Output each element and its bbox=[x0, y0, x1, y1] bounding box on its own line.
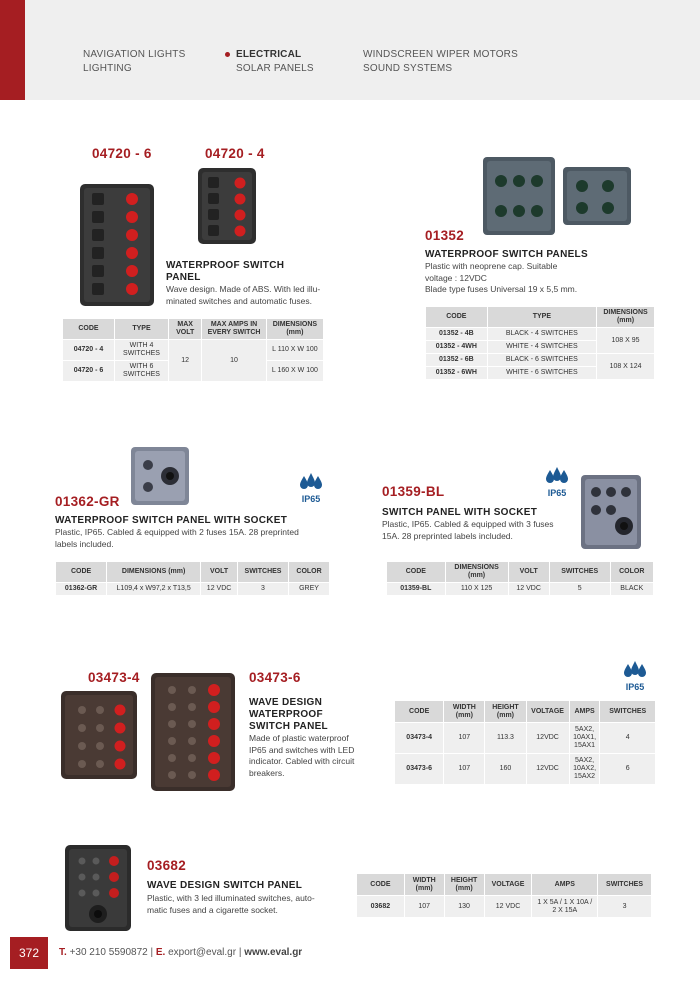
phone-number[interactable]: +30 210 5590872 | bbox=[69, 947, 154, 958]
header-volt: VOLT bbox=[508, 562, 549, 583]
cell-code: 01352 - 6WH bbox=[426, 367, 488, 380]
desc-line-1: Wave design. Made of ABS. With led illu- bbox=[166, 284, 321, 294]
product-desc-01352 bbox=[425, 261, 645, 296]
cell-switches: 5 bbox=[549, 583, 610, 596]
ip65-badge-01362 bbox=[296, 472, 326, 504]
product-code-03473-4: 03473-4 bbox=[88, 670, 140, 685]
header-amps: AMPS bbox=[569, 701, 600, 723]
cell-amps: 5AX2, 10AX2, 15AX2 bbox=[569, 754, 600, 785]
desc-line-2: minated switches and automatic fuses. bbox=[166, 295, 312, 306]
product-code-04720-6: 04720 - 6 bbox=[92, 146, 152, 161]
cell-width: 107 bbox=[404, 896, 444, 918]
desc-line-1: Made of plastic waterproof bbox=[249, 733, 349, 743]
product-desc-04720 bbox=[166, 284, 346, 307]
cell-code: 01359-BL bbox=[387, 583, 446, 596]
cell-height: 160 bbox=[485, 754, 526, 785]
header-voltage: VOLTAGE bbox=[526, 701, 569, 723]
cell-type: WITH 6 SWITCHES bbox=[114, 361, 168, 382]
table-row bbox=[56, 583, 330, 596]
header-code: CODE bbox=[357, 874, 405, 896]
switch-panel-6-image bbox=[78, 182, 156, 308]
desc-line-4: breakers. bbox=[249, 767, 285, 778]
cell-code: 01352 - 4WH bbox=[426, 341, 488, 354]
title-line-1: WAVE DESIGN bbox=[249, 697, 323, 708]
cell-code: 03473-4 bbox=[395, 723, 444, 754]
cell-dim: L 160 X W 100 bbox=[266, 361, 323, 382]
desc-line-1: Plastic, IP65. Cabled & equipped with 3 fuses bbox=[382, 519, 554, 529]
cell-voltage: 12VDC bbox=[526, 754, 569, 785]
cell-code: 01352 - 4B bbox=[426, 328, 488, 341]
product-title-03473 bbox=[249, 697, 328, 733]
switch-panel-01352-4-image bbox=[562, 166, 632, 226]
header-code: CODE bbox=[56, 562, 107, 583]
cell-dim: L 110 X W 100 bbox=[266, 340, 323, 361]
product-desc-03473 bbox=[249, 733, 379, 779]
title-line-3: SWITCH PANEL bbox=[249, 721, 328, 732]
desc-line-2: matic fuses and a cigarette socket. bbox=[147, 904, 278, 915]
table-row bbox=[387, 583, 654, 596]
header-height: HEIGHT (mm) bbox=[444, 874, 484, 896]
header-dimensions: DIMENSIONS (mm) bbox=[597, 307, 655, 328]
desc-line-1: Plastic, IP65. Cabled & equipped with 2 fuses 15A. 28 preprinted bbox=[55, 527, 299, 537]
cell-dim: 110 X 125 bbox=[445, 583, 508, 596]
header-amps: AMPS bbox=[532, 874, 598, 896]
header-color: COLOR bbox=[610, 562, 653, 583]
cell-switches: 3 bbox=[237, 583, 288, 596]
header-color: COLOR bbox=[289, 562, 330, 583]
cell-dim: 108 X 95 bbox=[597, 328, 655, 354]
table-header-row bbox=[395, 701, 656, 723]
cell-width: 107 bbox=[444, 754, 485, 785]
header-voltage: VOLTAGE bbox=[484, 874, 532, 896]
nav-column-1 bbox=[83, 48, 186, 76]
page-number: 372 bbox=[10, 937, 48, 969]
product-code-01359-bl: 01359-BL bbox=[382, 484, 445, 499]
title-line-2: PANEL bbox=[166, 272, 201, 283]
table-row bbox=[395, 754, 656, 785]
ip65-badge-01359 bbox=[542, 466, 572, 498]
active-indicator-dot bbox=[225, 52, 230, 57]
product-title-01359: SWITCH PANEL WITH SOCKET bbox=[382, 507, 538, 518]
cell-amps: 5AX2, 10AX1, 15AX1 bbox=[569, 723, 600, 754]
water-drops-icon bbox=[296, 472, 326, 490]
table-header-row bbox=[426, 307, 655, 328]
header-type: TYPE bbox=[114, 319, 168, 340]
desc-line-3: indicator. Cabled with circuit bbox=[249, 756, 355, 766]
table-row bbox=[63, 340, 324, 361]
desc-line-1: Plastic, with 3 led illuminated switches, auto- bbox=[147, 893, 315, 903]
header-switches: SWITCHES bbox=[237, 562, 288, 583]
cell-type: BLACK - 4 SWITCHES bbox=[487, 328, 596, 341]
cell-type: WHITE - 6 SWITCHES bbox=[487, 367, 596, 380]
header-volt: VOLT bbox=[201, 562, 238, 583]
ip65-label: IP65 bbox=[301, 494, 321, 504]
table-row bbox=[426, 354, 655, 367]
header-max-amps: MAX AMPS IN EVERY SWITCH bbox=[202, 319, 266, 340]
nav-link-navigation-lights[interactable]: NAVIGATION LIGHTS bbox=[83, 49, 186, 60]
cell-dim: 108 X 124 bbox=[597, 354, 655, 380]
switch-panel-03473-4-image bbox=[60, 690, 138, 780]
cell-volt: 12 bbox=[169, 340, 202, 382]
header-switches: SWITCHES bbox=[598, 874, 652, 896]
cell-volt: 12 VDC bbox=[508, 583, 549, 596]
switch-panel-03682-image bbox=[64, 844, 132, 932]
product-desc-01362 bbox=[55, 527, 345, 550]
cell-code: 03682 bbox=[357, 896, 405, 918]
cell-code: 04720 - 6 bbox=[63, 361, 115, 382]
spec-table-03473 bbox=[394, 700, 656, 785]
desc-line-2: labels included. bbox=[55, 538, 114, 549]
product-title-03682: WAVE DESIGN SWITCH PANEL bbox=[147, 880, 303, 891]
product-code-03473-6: 03473-6 bbox=[249, 670, 301, 685]
desc-line-2: voltage : 12VDC bbox=[425, 272, 487, 283]
nav-link-windscreen-wiper-motors[interactable]: WINDSCREEN WIPER MOTORS bbox=[363, 49, 518, 60]
nav-link-lighting[interactable]: LIGHTING bbox=[83, 63, 132, 74]
cell-switches: 6 bbox=[600, 754, 656, 785]
product-title-04720 bbox=[166, 260, 284, 284]
ip65-label: IP65 bbox=[625, 682, 645, 692]
cell-height: 113.3 bbox=[485, 723, 526, 754]
cell-voltage: 12VDC bbox=[526, 723, 569, 754]
table-header-row bbox=[56, 562, 330, 583]
header-switches: SWITCHES bbox=[600, 701, 656, 723]
header-dimensions: DIMENSIONS (mm) bbox=[107, 562, 201, 583]
spec-table-04720 bbox=[62, 318, 324, 382]
cell-height: 130 bbox=[444, 896, 484, 918]
header-max-volt: MAX VOLT bbox=[169, 319, 202, 340]
switch-panel-01362-image bbox=[130, 446, 190, 506]
cell-color: GREY bbox=[289, 583, 330, 596]
cell-switches: 4 bbox=[600, 723, 656, 754]
cell-switches: 3 bbox=[598, 896, 652, 918]
desc-line-3: Blade type fuses Universal 19 x 5,5 mm. bbox=[425, 284, 578, 294]
cell-code: 01352 - 6B bbox=[426, 354, 488, 367]
title-line-2: WATERPROOF bbox=[249, 709, 323, 720]
header-dimensions: DIMENSIONS (mm) bbox=[266, 319, 323, 340]
table-row bbox=[357, 896, 652, 918]
product-code-04720-4: 04720 - 4 bbox=[205, 146, 265, 161]
switch-panel-03473-6-image bbox=[150, 672, 236, 792]
nav-column-2 bbox=[236, 48, 314, 76]
phone-label: T. bbox=[59, 947, 67, 958]
desc-line-2: 15A. 28 preprinted labels included. bbox=[382, 530, 513, 541]
email-link[interactable]: export@eval.gr | bbox=[168, 947, 242, 958]
cell-code: 01362-GR bbox=[56, 583, 107, 596]
spec-table-03682 bbox=[356, 873, 652, 918]
desc-line-1: Plastic with neoprene cap. Suitable bbox=[425, 261, 558, 271]
table-header-row bbox=[387, 562, 654, 583]
header-type: TYPE bbox=[487, 307, 596, 328]
nav-link-electrical[interactable]: ELECTRICAL bbox=[236, 49, 302, 60]
cell-voltage: 12 VDC bbox=[484, 896, 532, 918]
header-switches: SWITCHES bbox=[549, 562, 610, 583]
water-drops-icon bbox=[620, 660, 650, 678]
cell-amps: 10 bbox=[202, 340, 266, 382]
water-drops-icon bbox=[542, 466, 572, 484]
email-label: E. bbox=[155, 947, 166, 958]
spec-table-01359 bbox=[386, 561, 654, 596]
cell-dim: L109,4 x W97,2 x T13,5 bbox=[107, 583, 201, 596]
product-code-03682: 03682 bbox=[147, 858, 187, 873]
cell-amps: 1 X 5A / 1 X 10A / 2 X 15A bbox=[532, 896, 598, 918]
website-link[interactable]: www.eval.gr bbox=[244, 947, 303, 958]
nav-link-sound-systems[interactable]: SOUND SYSTEMS bbox=[363, 63, 453, 74]
header-width: WIDTH (mm) bbox=[444, 701, 485, 723]
table-row bbox=[426, 328, 655, 341]
header-dimensions: DIMENSIONS (mm) bbox=[445, 562, 508, 583]
product-code-01352: 01352 bbox=[425, 228, 465, 243]
header-height: HEIGHT (mm) bbox=[485, 701, 526, 723]
header-width: WIDTH (mm) bbox=[404, 874, 444, 896]
ip65-badge-03473 bbox=[620, 660, 650, 692]
spec-table-01362 bbox=[55, 561, 330, 596]
cell-type: WHITE - 4 SWITCHES bbox=[487, 341, 596, 354]
nav-link-solar-panels[interactable]: SOLAR PANELS bbox=[236, 63, 314, 74]
cell-code: 04720 - 4 bbox=[63, 340, 115, 361]
cell-width: 107 bbox=[444, 723, 485, 754]
cell-volt: 12 VDC bbox=[201, 583, 238, 596]
table-header-row bbox=[63, 319, 324, 340]
header-code: CODE bbox=[426, 307, 488, 328]
product-title-01352: WATERPROOF SWITCH PANELS bbox=[425, 249, 588, 260]
footer-contact bbox=[59, 947, 302, 958]
desc-line-2: IP65 and switches with LED bbox=[249, 744, 355, 755]
product-title-01362: WATERPROOF SWITCH PANEL WITH SOCKET bbox=[55, 515, 288, 526]
ip65-label: IP65 bbox=[547, 488, 567, 498]
table-row bbox=[395, 723, 656, 754]
cell-color: BLACK bbox=[610, 583, 653, 596]
cell-type: BLACK - 6 SWITCHES bbox=[487, 354, 596, 367]
cell-type: WITH 4 SWITCHES bbox=[114, 340, 168, 361]
cell-code: 03473-6 bbox=[395, 754, 444, 785]
table-header-row bbox=[357, 874, 652, 896]
product-desc-01359 bbox=[382, 519, 582, 542]
nav-column-3 bbox=[363, 48, 518, 76]
header-code: CODE bbox=[395, 701, 444, 723]
switch-panel-4-image bbox=[196, 166, 258, 246]
brand-color-strip bbox=[0, 0, 25, 100]
header-code: CODE bbox=[387, 562, 446, 583]
switch-panel-01359-image bbox=[580, 474, 642, 550]
switch-panel-01352-6-image bbox=[482, 156, 556, 236]
spec-table-01352 bbox=[425, 306, 655, 380]
header-code: CODE bbox=[63, 319, 115, 340]
title-line-1: WATERPROOF SWITCH bbox=[166, 260, 285, 271]
product-code-01362-gr: 01362-GR bbox=[55, 494, 120, 509]
product-desc-03682 bbox=[147, 893, 347, 916]
